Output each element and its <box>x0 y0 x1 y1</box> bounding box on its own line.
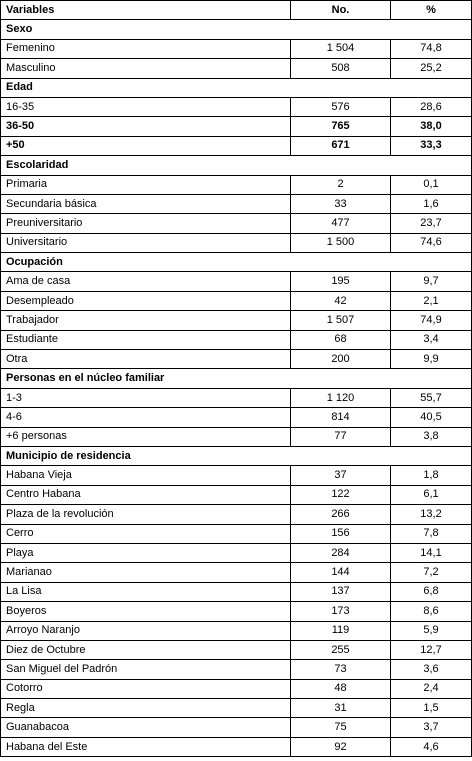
table-row <box>1 311 472 330</box>
row-percent: 5,9 <box>391 621 472 640</box>
table-body <box>1 20 472 757</box>
table-row <box>1 408 472 427</box>
table-row <box>1 136 472 155</box>
row-percent: 7,8 <box>391 524 472 543</box>
row-label: Preuniversitario <box>1 214 291 233</box>
row-label: Marianao <box>1 563 291 582</box>
row-percent: 6,8 <box>391 582 472 601</box>
row-percent: 14,1 <box>391 543 472 562</box>
table-row <box>1 39 472 58</box>
section-label: Escolaridad <box>1 156 472 175</box>
row-percent: 13,2 <box>391 505 472 524</box>
header-count: No. <box>291 1 391 20</box>
row-label: Playa <box>1 543 291 562</box>
row-count: 477 <box>291 214 391 233</box>
table-row <box>1 97 472 116</box>
table-row <box>1 621 472 640</box>
row-label: San Miguel del Padrón <box>1 660 291 679</box>
table-row <box>1 59 472 78</box>
row-percent: 74,6 <box>391 233 472 252</box>
row-count: 42 <box>291 291 391 310</box>
header-variables: Variables <box>1 1 291 20</box>
row-label: 16-35 <box>1 97 291 116</box>
row-label: Estudiante <box>1 330 291 349</box>
section-row <box>1 369 472 388</box>
row-label: Habana del Este <box>1 737 291 756</box>
table-row <box>1 214 472 233</box>
row-count: 122 <box>291 485 391 504</box>
row-count: 156 <box>291 524 391 543</box>
row-label: Trabajador <box>1 311 291 330</box>
row-percent: 12,7 <box>391 640 472 659</box>
row-percent: 9,7 <box>391 272 472 291</box>
row-percent: 25,2 <box>391 59 472 78</box>
header-row <box>1 1 472 20</box>
row-count: 77 <box>291 427 391 446</box>
row-label: Plaza de la revolución <box>1 505 291 524</box>
row-percent: 74,8 <box>391 39 472 58</box>
section-row <box>1 78 472 97</box>
row-count: 73 <box>291 660 391 679</box>
row-label: Habana Vieja <box>1 466 291 485</box>
row-label: Boyeros <box>1 602 291 621</box>
row-percent: 8,6 <box>391 602 472 621</box>
row-percent: 4,6 <box>391 737 472 756</box>
row-percent: 6,1 <box>391 485 472 504</box>
table-row <box>1 660 472 679</box>
table-row <box>1 679 472 698</box>
row-count: 195 <box>291 272 391 291</box>
table-row <box>1 582 472 601</box>
table-row <box>1 718 472 737</box>
row-percent: 28,6 <box>391 97 472 116</box>
table-row <box>1 350 472 369</box>
table-row <box>1 194 472 213</box>
row-percent: 3,7 <box>391 718 472 737</box>
row-label: Centro Habana <box>1 485 291 504</box>
row-label: Masculino <box>1 59 291 78</box>
row-count: 173 <box>291 602 391 621</box>
row-label: +50 <box>1 136 291 155</box>
table-row <box>1 117 472 136</box>
row-count: 37 <box>291 466 391 485</box>
table-row <box>1 272 472 291</box>
row-label: Diez de Octubre <box>1 640 291 659</box>
row-count: 671 <box>291 136 391 155</box>
row-count: 33 <box>291 194 391 213</box>
table-row <box>1 427 472 446</box>
section-row <box>1 156 472 175</box>
table-row <box>1 543 472 562</box>
row-label: Regla <box>1 699 291 718</box>
table-row <box>1 505 472 524</box>
row-count: 765 <box>291 117 391 136</box>
section-row <box>1 446 472 465</box>
row-label: La Lisa <box>1 582 291 601</box>
row-count: 75 <box>291 718 391 737</box>
row-label: Femenino <box>1 39 291 58</box>
table-row <box>1 563 472 582</box>
row-label: 4-6 <box>1 408 291 427</box>
row-count: 119 <box>291 621 391 640</box>
row-percent: 74,9 <box>391 311 472 330</box>
table-row <box>1 737 472 756</box>
table-row <box>1 699 472 718</box>
row-percent: 2,1 <box>391 291 472 310</box>
row-count: 508 <box>291 59 391 78</box>
row-label: Universitario <box>1 233 291 252</box>
section-label: Sexo <box>1 20 472 39</box>
row-label: Cerro <box>1 524 291 543</box>
table-row <box>1 466 472 485</box>
table-row <box>1 640 472 659</box>
row-count: 576 <box>291 97 391 116</box>
table-row <box>1 233 472 252</box>
row-percent: 3,6 <box>391 660 472 679</box>
row-percent: 7,2 <box>391 563 472 582</box>
table-row <box>1 388 472 407</box>
row-percent: 3,8 <box>391 427 472 446</box>
table-row <box>1 524 472 543</box>
row-percent: 1,8 <box>391 466 472 485</box>
row-label: Primaria <box>1 175 291 194</box>
row-percent: 3,4 <box>391 330 472 349</box>
row-percent: 33,3 <box>391 136 472 155</box>
row-count: 1 500 <box>291 233 391 252</box>
row-count: 2 <box>291 175 391 194</box>
row-count: 68 <box>291 330 391 349</box>
row-label: Ama de casa <box>1 272 291 291</box>
row-count: 200 <box>291 350 391 369</box>
row-label: 36-50 <box>1 117 291 136</box>
row-count: 137 <box>291 582 391 601</box>
row-count: 266 <box>291 505 391 524</box>
row-percent: 2,4 <box>391 679 472 698</box>
row-count: 92 <box>291 737 391 756</box>
row-label: Guanabacoa <box>1 718 291 737</box>
row-count: 48 <box>291 679 391 698</box>
row-percent: 0,1 <box>391 175 472 194</box>
row-count: 284 <box>291 543 391 562</box>
header-percent: % <box>391 1 472 20</box>
row-label: +6 personas <box>1 427 291 446</box>
table-row <box>1 175 472 194</box>
row-label: Otra <box>1 350 291 369</box>
row-count: 1 120 <box>291 388 391 407</box>
row-count: 1 504 <box>291 39 391 58</box>
row-count: 255 <box>291 640 391 659</box>
table-row <box>1 330 472 349</box>
section-label: Edad <box>1 78 472 97</box>
section-label: Ocupación <box>1 253 472 272</box>
row-label: Desempleado <box>1 291 291 310</box>
row-label: 1-3 <box>1 388 291 407</box>
table-row <box>1 291 472 310</box>
row-label: Cotorro <box>1 679 291 698</box>
row-percent: 1,5 <box>391 699 472 718</box>
row-percent: 38,0 <box>391 117 472 136</box>
row-percent: 23,7 <box>391 214 472 233</box>
section-label: Personas en el núcleo familiar <box>1 369 472 388</box>
row-percent: 40,5 <box>391 408 472 427</box>
row-label: Secundaria básica <box>1 194 291 213</box>
row-count: 1 507 <box>291 311 391 330</box>
row-percent: 1,6 <box>391 194 472 213</box>
row-count: 31 <box>291 699 391 718</box>
row-count: 814 <box>291 408 391 427</box>
section-row <box>1 253 472 272</box>
row-percent: 9,9 <box>391 350 472 369</box>
table-row <box>1 602 472 621</box>
row-count: 144 <box>291 563 391 582</box>
section-label: Municipio de residencia <box>1 446 472 465</box>
row-label: Arroyo Naranjo <box>1 621 291 640</box>
section-row <box>1 20 472 39</box>
row-percent: 55,7 <box>391 388 472 407</box>
table-row <box>1 485 472 504</box>
